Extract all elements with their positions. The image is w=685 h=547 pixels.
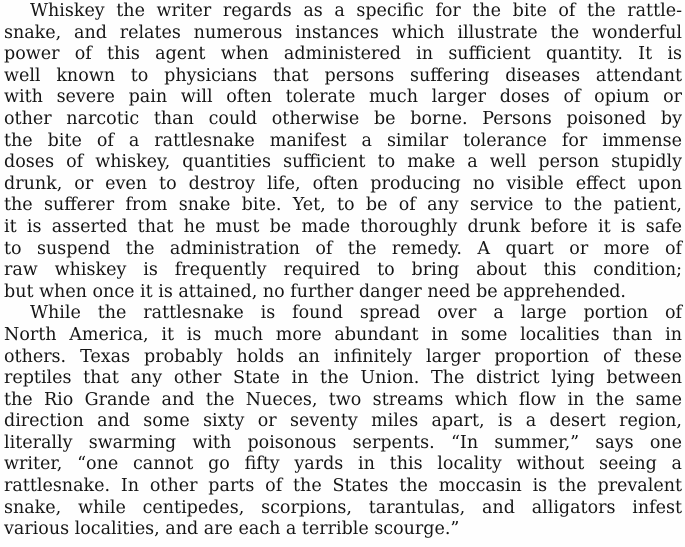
paragraph-texas-rattlesnakes bbox=[4, 303, 682, 541]
paragraph-whiskey-remedy bbox=[4, 1, 682, 303]
text-line: literally swarming with poisonous serpents. “In summer,” says one bbox=[4, 432, 682, 453]
text-line: to suspend the administration of the remedy. A quart or more of bbox=[4, 238, 682, 259]
text-line: doses of whiskey, quantities sufficient to make a well person stupidly bbox=[4, 152, 682, 173]
text-line: direction and some sixty or seventy miles apart, is a desert region, bbox=[4, 411, 682, 432]
text-line: it is asserted that he must be made thoroughly drunk before it is safe bbox=[4, 216, 682, 237]
text-line: various localities, and are each a terrible scourge.” bbox=[4, 519, 460, 540]
text-line: with severe pain will often tolerate much larger doses of opium or bbox=[4, 87, 682, 108]
text-line: Whiskey the writer regards as a specific for the bite of the rattle- bbox=[30, 1, 682, 21]
text-line: While the rattlesnake is found spread over a large portion of bbox=[30, 303, 682, 324]
text-line: power of this agent when administered in sufficient quantity. It is bbox=[4, 44, 682, 65]
text-line: rattlesnake. In other parts of the States the moccasin is the prevalent bbox=[4, 476, 682, 497]
text-line: the bite of a rattlesnake manifest a similar tolerance for immense bbox=[4, 130, 682, 151]
article-text bbox=[4, 1, 682, 541]
text-line: other narcotic than could otherwise be borne. Persons poisoned by bbox=[4, 108, 682, 129]
text-line: snake, and relates numerous instances which illustrate the wonderful bbox=[4, 22, 682, 43]
text-line: the sufferer from snake bite. Yet, to be of any service to the patient, bbox=[4, 195, 682, 216]
text-line: writer, “one cannot go fifty yards in this locality without seeing a bbox=[4, 454, 682, 475]
text-line: snake, while centipedes, scorpions, tarantulas, and alligators infest bbox=[4, 497, 682, 518]
text-line: raw whiskey is frequently required to bring about this condition; bbox=[4, 260, 682, 281]
text-line: well known to physicians that persons suffering diseases attendant bbox=[4, 65, 682, 86]
text-line: but when once it is attained, no further danger need be apprehended. bbox=[4, 281, 626, 302]
text-line: others. Texas probably holds an infinitely larger proportion of these bbox=[4, 346, 682, 367]
text-line: reptiles that any other State in the Union. The district lying between bbox=[4, 368, 682, 389]
text-line: the Rio Grande and the Nueces, two streams which flow in the same bbox=[4, 389, 682, 410]
text-line: North America, it is much more abundant in some localities than in bbox=[4, 324, 682, 345]
text-line: drunk, or even to destroy life, often producing no visible effect upon bbox=[4, 173, 682, 194]
